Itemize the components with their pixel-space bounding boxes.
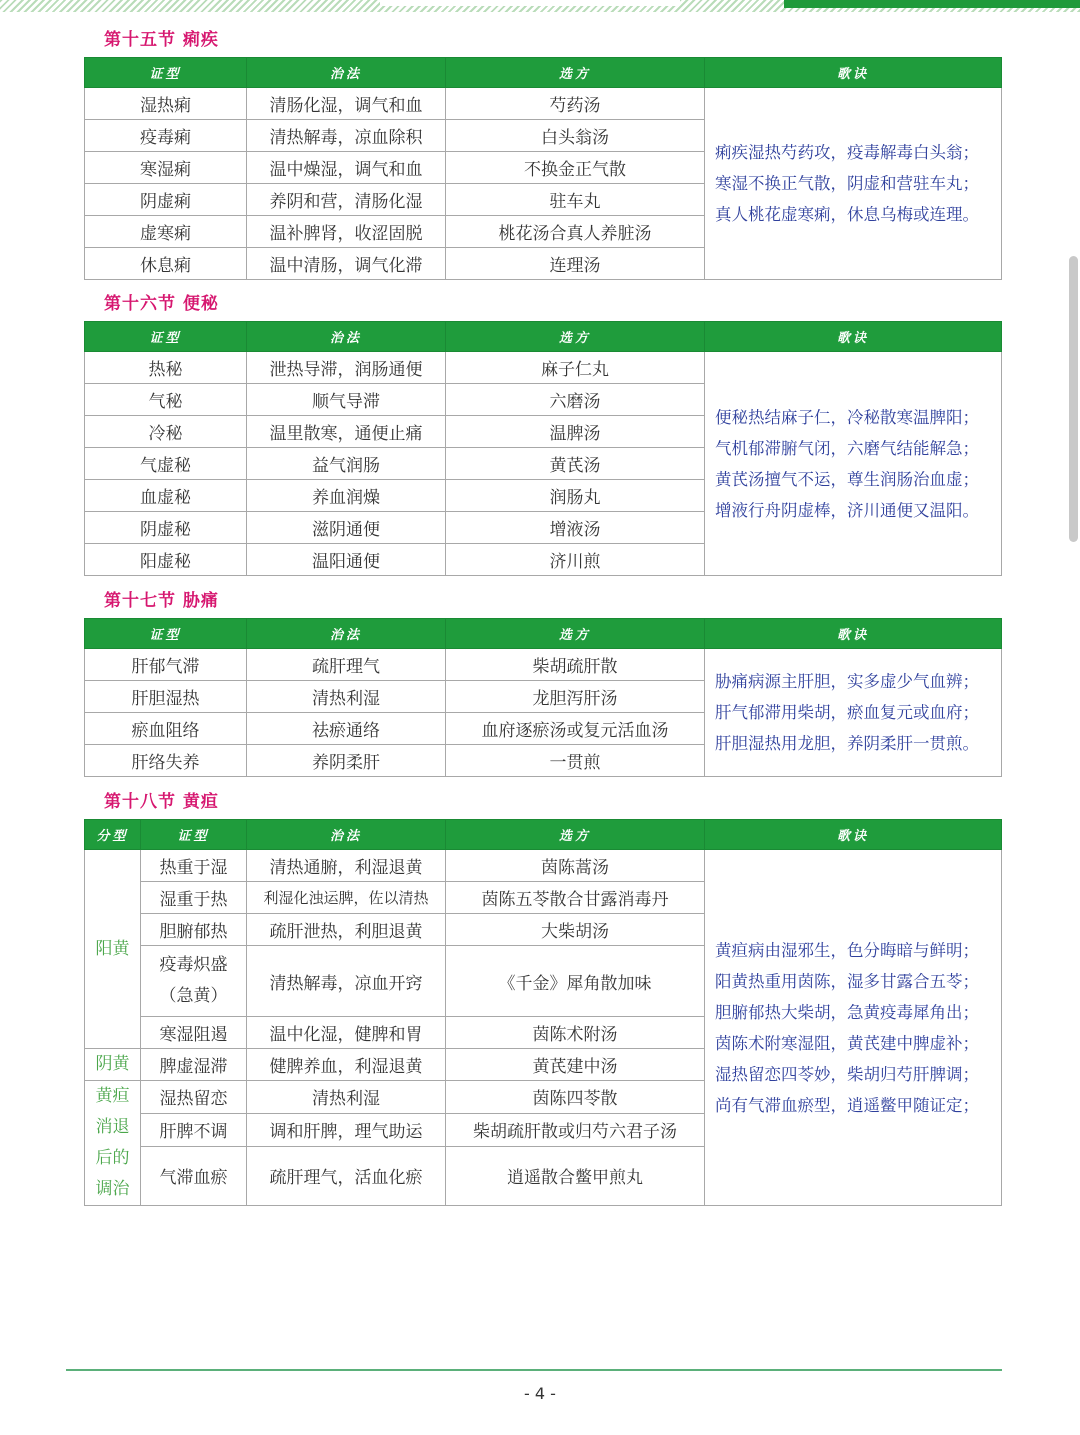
cell-type: 热重于湿 — [141, 850, 247, 882]
cell-method: 清肠化湿，调气和血 — [247, 88, 446, 120]
cell-formula: 茵陈五苓散合甘露消毒丹 — [446, 882, 705, 914]
section-title-17: 第十七节 胁痛 — [104, 591, 219, 611]
category-line: 后的 — [95, 1148, 130, 1168]
header-formula: 选方 — [446, 619, 705, 649]
category-line: 消退 — [95, 1117, 130, 1137]
header-formula: 选方 — [446, 58, 705, 88]
cell-type: 阳虚秘 — [85, 544, 247, 576]
cell-formula: 芍药汤 — [446, 88, 705, 120]
header-method: 治法 — [247, 58, 446, 88]
cell-formula: 一贯煎 — [446, 745, 705, 777]
cell-formula: 《千金》犀角散加味 — [446, 946, 705, 1017]
cell-rhyme — [705, 88, 1002, 280]
cell-formula: 白头翁汤 — [446, 120, 705, 152]
header-formula: 选方 — [446, 322, 705, 352]
cell-type: 冷秘 — [85, 416, 247, 448]
cell-method: 清热解毒，凉血除积 — [247, 120, 446, 152]
cell-method: 泄热导滞，润肠通便 — [247, 352, 446, 384]
cell-rhyme — [705, 850, 1002, 1206]
table-section-15 — [84, 57, 1001, 280]
cell-method: 养阴和营，清肠化湿 — [247, 184, 446, 216]
scrollbar-thumb[interactable] — [1069, 256, 1078, 542]
rhyme-line: 增液行舟阴虚棒，济川通便又温阳。 — [715, 500, 979, 520]
cell-method: 温中燥湿，调气和血 — [247, 152, 446, 184]
cell-type: 血虚秘 — [85, 480, 247, 512]
cell-formula: 大柴胡汤 — [446, 914, 705, 946]
page-number: - 4 - — [524, 1384, 556, 1403]
table-row — [85, 88, 1002, 120]
cell-formula: 温脾汤 — [446, 416, 705, 448]
table-jaundice — [84, 819, 1002, 1206]
cell-formula: 增液汤 — [446, 512, 705, 544]
cell-formula: 龙胆泻肝汤 — [446, 681, 705, 713]
rhyme-line: 胆腑郁热大柴胡，急黄疫毒犀角出； — [715, 1002, 979, 1022]
section-title-15: 第十五节 痢疾 — [104, 30, 219, 50]
cell-formula: 六磨汤 — [446, 384, 705, 416]
cell-method: 调和肝脾，理气助运 — [247, 1113, 446, 1146]
cell-formula: 不换金正气散 — [446, 152, 705, 184]
cell-category-yin: 阴黄 — [85, 1049, 141, 1081]
rhyme-line: 气机郁滞腑气闭，六磨气结能解急； — [715, 438, 979, 458]
header-category: 分型 — [85, 820, 141, 850]
cell-formula: 茵陈术附汤 — [446, 1017, 705, 1049]
cell-type: 肝脾不调 — [141, 1113, 247, 1146]
cell-type: 寒湿痢 — [85, 152, 247, 184]
table-section-18 — [84, 819, 1001, 1206]
rhyme-line: 湿热留恋四苓妙，柴胡归芍肝脾调； — [715, 1064, 979, 1084]
cell-method: 疏肝泄热，利胆退黄 — [247, 914, 446, 946]
header-rhyme: 歌诀 — [705, 58, 1002, 88]
cell-type: 肝胆湿热 — [85, 681, 247, 713]
cell-rhyme — [705, 649, 1002, 777]
cell-method: 温里散寒，通便止痛 — [247, 416, 446, 448]
header-green-bar — [784, 0, 1080, 8]
rhyme-line: 寒湿不换正气散，阴虚和营驻车丸； — [715, 174, 979, 193]
cell-type: 胆腑郁热 — [141, 914, 247, 946]
cell-method: 利湿化浊运脾，佐以清热 — [247, 882, 446, 914]
cell-formula: 黄芪汤 — [446, 448, 705, 480]
cell-method: 祛瘀通络 — [247, 713, 446, 745]
header-type: 证型 — [85, 619, 247, 649]
rhyme-line: 肝气郁滞用柴胡，瘀血复元或血府； — [715, 703, 979, 722]
header-method: 治法 — [247, 820, 446, 850]
cell-type: 休息痢 — [85, 248, 247, 280]
rhyme-line: 真人桃花虚寒痢，休息乌梅或连理。 — [715, 205, 979, 224]
cell-method: 清热利湿 — [247, 1081, 446, 1114]
cell-formula: 柴胡疏肝散 — [446, 649, 705, 681]
cell-formula: 茵陈四苓散 — [446, 1081, 705, 1114]
cell-type: 阴虚痢 — [85, 184, 247, 216]
section-title-16: 第十六节 便秘 — [104, 294, 219, 314]
cell-type: 湿热留恋 — [141, 1081, 247, 1114]
cell-type: 脾虚湿滞 — [141, 1049, 247, 1081]
cell-method: 清热通腑，利湿退黄 — [247, 850, 446, 882]
header-type: 证型 — [85, 322, 247, 352]
header-method: 治法 — [247, 619, 446, 649]
cell-formula: 逍遥散合鳖甲煎丸 — [446, 1146, 705, 1205]
cell-type: 肝络失养 — [85, 745, 247, 777]
cell-method: 健脾养血，利湿退黄 — [247, 1049, 446, 1081]
header-rhyme: 歌诀 — [705, 820, 1002, 850]
cell-formula: 血府逐瘀汤或复元活血汤 — [446, 713, 705, 745]
header-rhyme: 歌诀 — [705, 619, 1002, 649]
cell-method: 清热解毒，凉血开窍 — [247, 946, 446, 1017]
table-constipation — [84, 321, 1002, 576]
cell-method: 养血润燥 — [247, 480, 446, 512]
cell-type — [141, 946, 247, 1017]
header-type: 证型 — [141, 820, 247, 850]
cell-formula: 济川煎 — [446, 544, 705, 576]
header-type: 证型 — [85, 58, 247, 88]
cell-type: 气滞血瘀 — [141, 1146, 247, 1205]
table-dysentery — [84, 57, 1002, 280]
category-line: 调治 — [95, 1179, 130, 1199]
cell-method: 温中化湿，健脾和胃 — [247, 1017, 446, 1049]
cell-type-line: （急黄） — [159, 986, 228, 1006]
rhyme-line: 尚有气滞血瘀型，逍遥鳖甲随证定； — [715, 1095, 979, 1115]
cell-type: 热秘 — [85, 352, 247, 384]
footer-divider — [66, 1369, 1002, 1371]
rhyme-line: 肝胆湿热用龙胆，养阴柔肝一贯煎。 — [715, 734, 979, 753]
table-hypochondriac-pain — [84, 618, 1002, 777]
cell-formula: 驻车丸 — [446, 184, 705, 216]
cell-type: 气秘 — [85, 384, 247, 416]
rhyme-line: 黄疸病由湿邪生，色分晦暗与鲜明； — [715, 940, 979, 960]
cell-formula: 柴胡疏肝散或归芍六君子汤 — [446, 1113, 705, 1146]
cell-type: 阴虚秘 — [85, 512, 247, 544]
section-title-18: 第十八节 黄疸 — [104, 792, 219, 812]
cell-category-yang: 阳黄 — [85, 850, 141, 1049]
table-row — [85, 850, 1002, 882]
cell-method: 滋阴通便 — [247, 512, 446, 544]
table-section-17 — [84, 618, 1001, 777]
cell-method: 顺气导滞 — [247, 384, 446, 416]
cell-formula: 润肠丸 — [446, 480, 705, 512]
cell-method: 温补脾肾，收涩固脱 — [247, 216, 446, 248]
cell-type-line: 疫毒炽盛 — [159, 955, 228, 975]
header-formula: 选方 — [446, 820, 705, 850]
rhyme-line: 便秘热结麻子仁，冷秘散寒温脾阳； — [715, 407, 979, 427]
table-row — [85, 352, 1002, 384]
cell-method: 温阳通便 — [247, 544, 446, 576]
rhyme-line: 胁痛病源主肝胆，实多虚少气血辨； — [715, 672, 979, 691]
table-section-16 — [84, 321, 1001, 576]
cell-method: 疏肝理气 — [247, 649, 446, 681]
cell-type: 疫毒痢 — [85, 120, 247, 152]
cell-type: 虚寒痢 — [85, 216, 247, 248]
cell-method: 养阴柔肝 — [247, 745, 446, 777]
cell-method: 益气润肠 — [247, 448, 446, 480]
cell-method: 疏肝理气，活血化瘀 — [247, 1146, 446, 1205]
header-rhyme: 歌诀 — [705, 322, 1002, 352]
cell-rhyme — [705, 352, 1002, 576]
cell-method: 清热利湿 — [247, 681, 446, 713]
rhyme-line: 痢疾湿热芍药攻，疫毒解毒白头翁； — [715, 143, 979, 162]
cell-type: 气虚秘 — [85, 448, 247, 480]
rhyme-line: 茵陈术附寒湿阻，黄芪建中脾虚补； — [715, 1033, 979, 1053]
cell-method: 温中清肠，调气化滞 — [247, 248, 446, 280]
rhyme-line: 黄芪汤擅气不运，尊生润肠治血虚； — [715, 469, 979, 489]
cell-formula: 连理汤 — [446, 248, 705, 280]
cell-formula: 桃花汤合真人养脏汤 — [446, 216, 705, 248]
cell-formula: 茵陈蒿汤 — [446, 850, 705, 882]
cell-formula: 麻子仁丸 — [446, 352, 705, 384]
cell-formula: 黄芪建中汤 — [446, 1049, 705, 1081]
cell-category-after — [85, 1081, 141, 1206]
header-method: 治法 — [247, 322, 446, 352]
header-title-cap — [380, 0, 680, 6]
table-row — [85, 649, 1002, 681]
cell-type: 瘀血阻络 — [85, 713, 247, 745]
cell-type: 湿热痢 — [85, 88, 247, 120]
rhyme-line: 阳黄热重用茵陈，湿多甘露合五苓； — [715, 971, 979, 991]
cell-type: 湿重于热 — [141, 882, 247, 914]
cell-type: 肝郁气滞 — [85, 649, 247, 681]
category-line: 黄疸 — [95, 1086, 130, 1106]
cell-type: 寒湿阻遏 — [141, 1017, 247, 1049]
